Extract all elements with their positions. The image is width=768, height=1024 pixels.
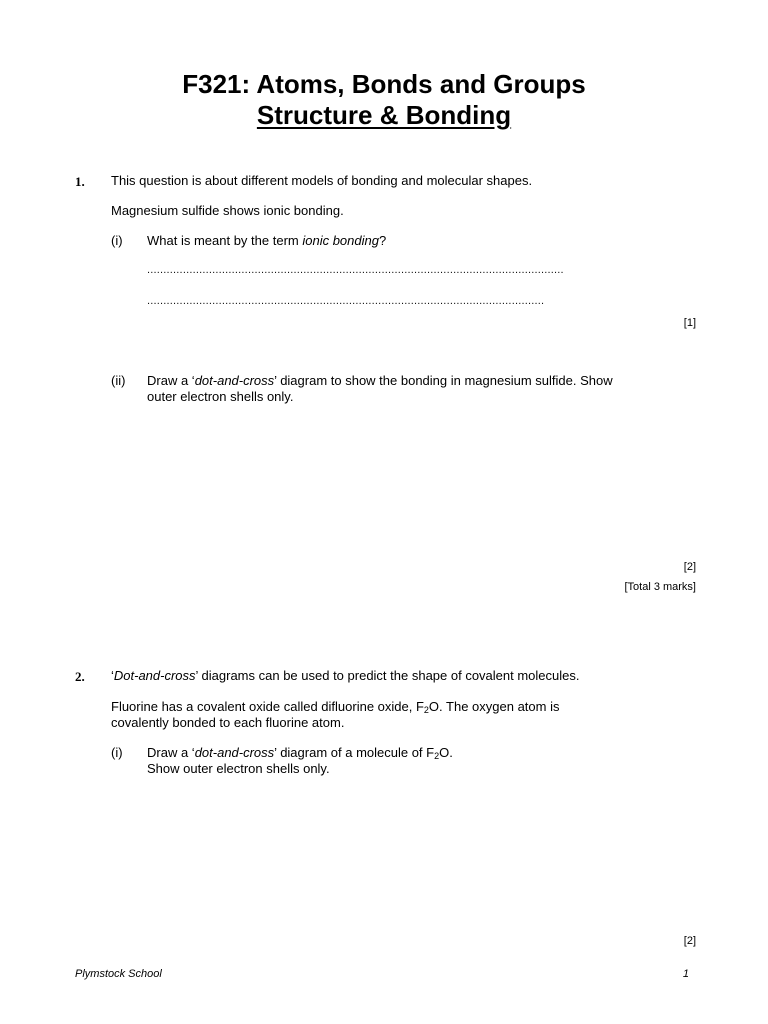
footer-school: Plymstock School xyxy=(75,968,162,980)
question-2-part-i-text: Draw a ‘dot-and-cross’ diagram of a molecule of $F_2O$. xyxy=(147,745,453,761)
question-1-part-ii-text: Draw a ‘dot-and-cross’ diagram to show the bonding in magnesium sulfide. Show xyxy=(147,373,613,388)
answer-line-2[interactable]: .......................................................................................................................... xyxy=(147,295,545,307)
page-subtitle: Structure & Bonding xyxy=(256,100,512,130)
question-2-paragraph-line-1: Fluorine has a covalent oxide called difluorine oxide, $F_2O$. The oxygen atom is xyxy=(111,699,560,715)
question-1-part-ii-marks: [2] xyxy=(683,561,696,573)
question-2-paragraph-line-2: covalently bonded to each fluorine atom. xyxy=(111,715,345,730)
drawing-area-1[interactable] xyxy=(147,415,697,545)
question-2-number: 2. xyxy=(75,669,85,684)
question-2-part-i-label: (i) xyxy=(111,745,123,760)
question-1-part-i-marks: [1] xyxy=(683,317,696,329)
question-1-total-marks: [Total 3 marks] xyxy=(624,581,696,593)
question-1-intro: This question is about different models of bonding and molecular shapes. xyxy=(111,173,533,188)
page-title: F321: Atoms, Bonds and Groups xyxy=(182,69,586,99)
footer-page-number: 1 xyxy=(682,968,689,980)
question-1-statement: Magnesium sulfide shows ionic bonding. xyxy=(111,203,344,218)
question-1-part-ii-label: (ii) xyxy=(111,373,126,388)
question-1-part-i-label: (i) xyxy=(111,233,123,248)
question-2-part-i-text-line-2: Show outer electron shells only. xyxy=(147,761,330,776)
question-2-intro: ‘Dot-and-cross’ diagrams can be used to predict the shape of covalent molecules. xyxy=(111,668,580,683)
question-1-number: 1. xyxy=(75,174,85,189)
answer-line-1[interactable]: ................................................................................................................................ xyxy=(147,264,564,276)
question-1-part-i-text: What is meant by the term ionic bonding? xyxy=(147,233,387,248)
question-2-part-i-marks: [2] xyxy=(683,935,696,947)
drawing-area-2[interactable] xyxy=(147,790,697,920)
question-1-part-ii-text-line-2: outer electron shells only. xyxy=(147,389,294,404)
